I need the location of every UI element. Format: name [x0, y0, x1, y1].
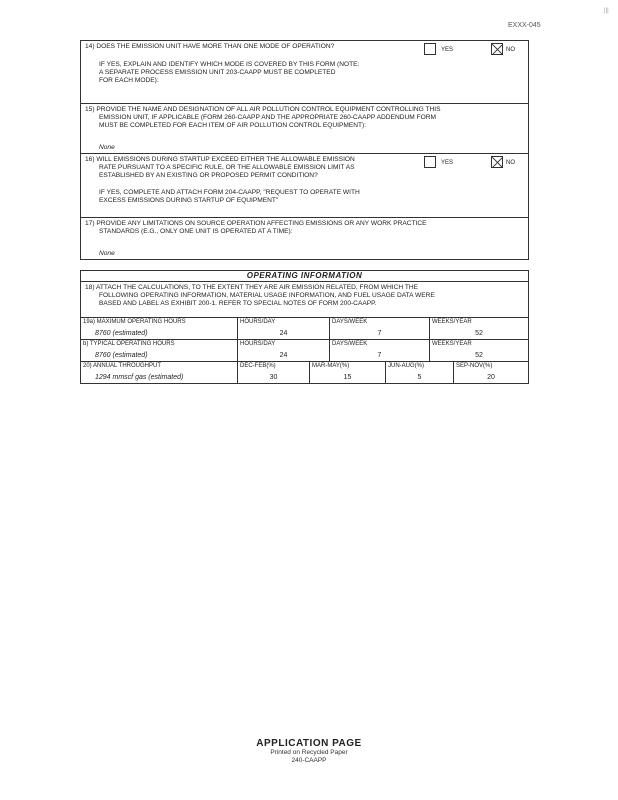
footer-line-1: Printed on Recycled Paper	[270, 749, 348, 756]
operating-info-section	[80, 270, 529, 384]
mar-may-value: 15	[343, 374, 352, 381]
q14-yes-checkbox[interactable]	[424, 43, 436, 55]
q14-yes-label: YES	[441, 47, 454, 53]
q14-sub-1: IF YES, EXPLAIN AND IDENTIFY WHICH MODE IS COVERED BY THIS FORM (NOTE:	[99, 61, 360, 68]
q16-line-3: ESTABLISHED BY AN EXISTING OR PROPOSED PERMIT CONDITION?	[99, 172, 318, 179]
typical-hours-row	[81, 340, 528, 362]
dec-feb-cell	[238, 362, 310, 383]
q16-line-1: 16) WILL EMISSIONS DURING STARTUP EXCEED EITHER THE ALLOWABLE EMISSION	[85, 156, 355, 163]
sep-nov-label: SEP-NOV(%)	[456, 363, 493, 369]
max-hours-day-cell	[238, 318, 330, 339]
questions-section	[80, 40, 529, 260]
typical-hours-label: b) TYPICAL OPERATING HOURS	[83, 341, 175, 347]
typical-weeks-year-value: 52	[475, 352, 483, 359]
q17-line-1: 17) PROVIDE ANY LIMITATIONS ON SOURCE OPERATION AFFECTING EMISSIONS OR ANY WORK PRACTICE	[85, 220, 427, 227]
question-17	[81, 218, 528, 259]
typical-weeks-year-cell	[430, 340, 528, 361]
throughput-value: 1294 mmscf gas (estimated)	[95, 374, 184, 381]
q15-line-1: 15) PROVIDE THE NAME AND DESIGNATION OF ALL AIR POLLUTION CONTROL EQUIPMENT CONTROLLING THIS	[85, 106, 441, 113]
q16-checkboxes	[421, 156, 525, 170]
dec-feb-label: DEC-FEB(%)	[240, 363, 276, 369]
question-15	[81, 104, 528, 154]
q16-line-2: RATE PURSUANT TO A SPECIFIC RULE, OR THE ALLOWABLE EMISSION LIMIT AS	[99, 164, 355, 171]
typical-days-week-value: 7	[377, 352, 382, 359]
max-weeks-year-cell	[430, 318, 528, 339]
typical-days-week-cell	[330, 340, 430, 361]
footer-title: APPLICATION PAGE	[256, 738, 362, 749]
sep-nov-value: 20	[487, 374, 495, 381]
max-hours-day-label: HOURS/DAY	[240, 319, 276, 325]
question-16	[81, 154, 528, 218]
page-footer	[0, 738, 618, 765]
q14-question-text: 14) DOES THE EMISSION UNIT HAVE MORE THAN ONE MODE OF OPERATION?	[85, 43, 335, 50]
throughput-row	[81, 362, 528, 383]
max-days-week-cell	[330, 318, 430, 339]
q16-no-label: NO	[506, 160, 515, 166]
q15-line-3: MUST BE COMPLETED FOR EACH ITEM OF AIR POLLUTION CONTROL EQUIPMENT):	[99, 122, 367, 129]
max-hours-cell	[81, 318, 238, 339]
q16-sub-1: IF YES, COMPLETE AND ATTACH FORM 204-CAAPP, "REQUEST TO OPERATE WITH	[99, 189, 360, 196]
typical-hours-value: 8760 (estimated)	[95, 352, 148, 359]
corner-mark: |||	[604, 8, 609, 14]
q16-sub-2: EXCESS EMISSIONS DURING STARTUP OF EQUIPMENT"	[99, 197, 279, 204]
typical-hours-day-cell	[238, 340, 330, 361]
max-days-week-value: 7	[377, 330, 382, 337]
q18-line-2: FOLLOWING OPERATING INFORMATION, MATERIAL USAGE INFORMATION, AND FUEL USAGE DATA WERE	[99, 292, 435, 299]
q15-answer: None	[99, 144, 115, 151]
max-hours-value: 8760 (estimated)	[95, 330, 148, 337]
throughput-label: 20) ANNUAL THROUGHPUT	[83, 363, 162, 369]
q15-line-2: EMISSION UNIT, IF APPLICABLE (FORM 260-CAAPP AND THE APPROPRIATE 260-CAAPP ADDENDUM FORM	[99, 114, 436, 121]
operating-info-title: OPERATING INFORMATION	[81, 271, 528, 282]
max-weeks-year-value: 52	[475, 330, 483, 337]
q14-no-label: NO	[506, 47, 515, 53]
throughput-cell	[81, 362, 238, 383]
q17-line-2: STANDARDS (E.G., ONLY ONE UNIT IS OPERATED AT A TIME):	[99, 228, 293, 235]
q18-line-1: 18) ATTACH THE CALCULATIONS, TO THE EXTENT THEY ARE AIR EMISSION RELATED, FROM WHICH THE	[85, 284, 419, 291]
jun-aug-value: 5	[417, 374, 422, 381]
typical-hours-day-value: 24	[279, 352, 288, 359]
q14-no-checkbox[interactable]	[491, 43, 503, 55]
max-hours-row	[81, 318, 528, 340]
typical-days-week-label: DAYS/WEEK	[332, 341, 368, 347]
q16-yes-label: YES	[441, 160, 454, 166]
jun-aug-cell	[386, 362, 454, 383]
footer-line-2: 240-CAAPP	[291, 757, 327, 764]
q16-yes-checkbox[interactable]	[424, 156, 436, 168]
max-hours-label: 19a) MAXIMUM OPERATING HOURS	[83, 319, 186, 325]
form-code: EXXX-045	[508, 22, 541, 29]
dec-feb-value: 30	[269, 374, 278, 381]
typical-weeks-year-label: WEEKS/YEAR	[432, 341, 472, 347]
q14-sub-3: FOR EACH MODE):	[99, 77, 159, 84]
max-weeks-year-label: WEEKS/YEAR	[432, 319, 472, 325]
mar-may-label: MAR-MAY(%)	[312, 363, 350, 369]
q18-line-3: BASED AND LABEL AS EXHIBIT 200-1. REFER TO SPECIAL NOTES OF FORM 200-CAAPP.	[99, 300, 377, 307]
jun-aug-label: JUN-AUG(%)	[388, 363, 424, 369]
q17-answer: None	[99, 250, 115, 257]
q16-no-checkbox[interactable]	[491, 156, 503, 168]
question-18	[81, 282, 528, 318]
question-14	[81, 41, 528, 104]
max-days-week-label: DAYS/WEEK	[332, 319, 368, 325]
q14-checkboxes	[421, 43, 525, 57]
sep-nov-cell	[454, 362, 528, 383]
typical-hours-day-label: HOURS/DAY	[240, 341, 276, 347]
mar-may-cell	[310, 362, 386, 383]
max-hours-day-value: 24	[279, 330, 288, 337]
q14-sub-2: A SEPARATE PROCESS EMISSION UNIT 203-CAAPP MUST BE COMPLETED	[99, 69, 336, 76]
typical-hours-cell	[81, 340, 238, 361]
